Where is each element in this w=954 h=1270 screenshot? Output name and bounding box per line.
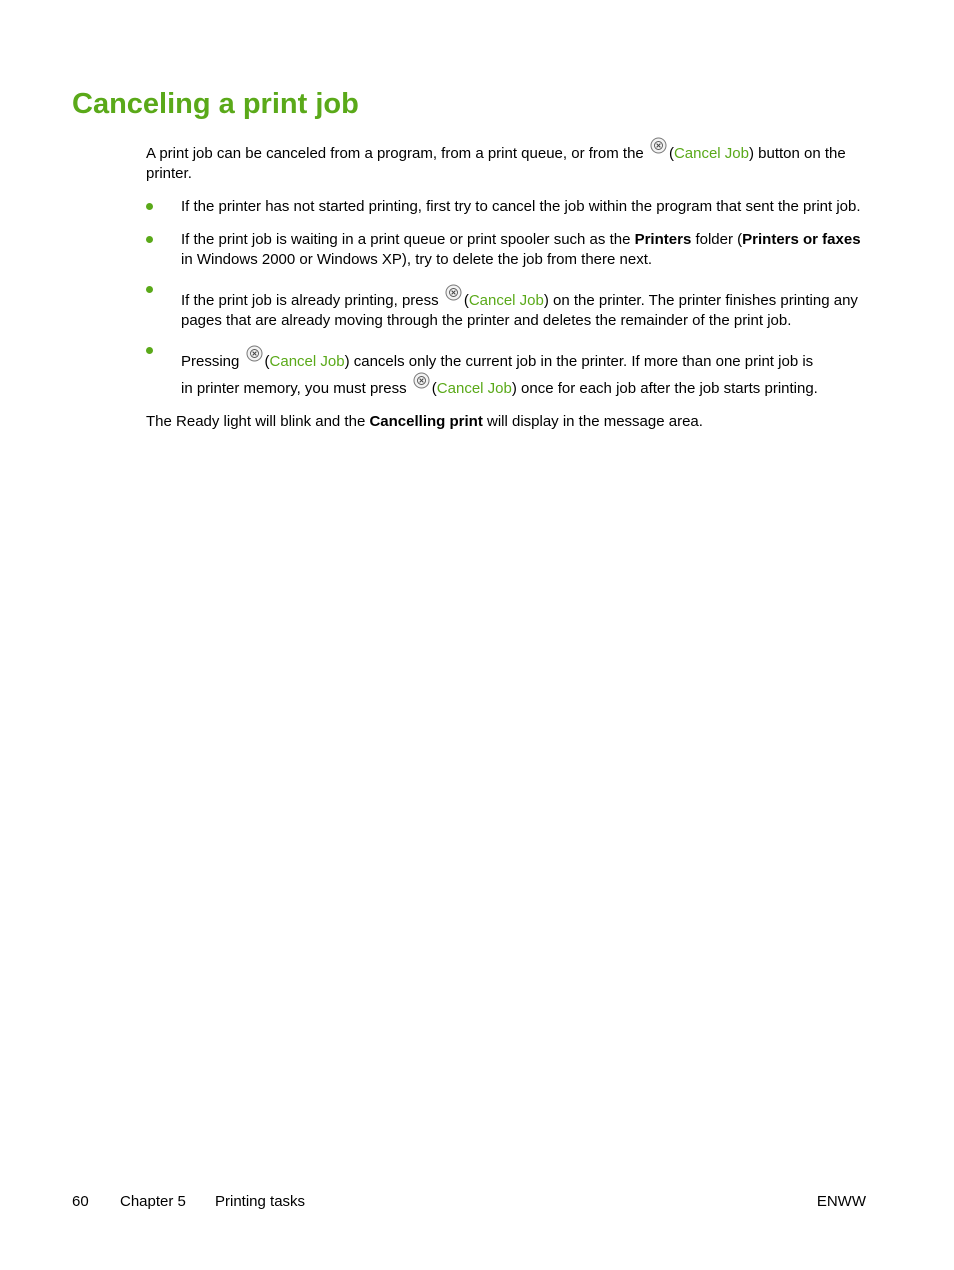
- footer-code: ENWW: [816, 1193, 866, 1210]
- bullet-text: ) once for each job after the job starts printing.: [511, 380, 818, 397]
- bold-term: Printers: [634, 231, 692, 248]
- cancel-job-link[interactable]: Cancel Job: [436, 380, 512, 397]
- bullet-text: If the printer has not started printing, first try to cancel the job within the program that sent the print job.: [181, 198, 861, 215]
- list-item: [146, 351, 876, 399]
- bullet-text: in printer memory, you must press: [181, 380, 407, 397]
- paren-open: (: [463, 292, 469, 309]
- bullet-dot-icon: [146, 347, 153, 354]
- closing-text-end: will display in the message area.: [486, 413, 703, 430]
- paren-open: (: [668, 145, 674, 162]
- bullet-text: in Windows 2000 or Windows XP), try to delete the job from there next.: [181, 251, 653, 268]
- cancel-job-link[interactable]: Cancel Job: [468, 292, 544, 309]
- footer-section: Printing tasks: [215, 1193, 306, 1210]
- bullet-text: ) on the printer. The printer finishes printing any pages that are already moving through the printer and deletes the remainder of the print job.: [181, 292, 858, 329]
- bullet-text: If the print job is already printing, press: [181, 292, 439, 309]
- paren-open: (: [264, 353, 270, 370]
- bullet-text: folder (: [695, 231, 743, 248]
- bullet-list: [146, 197, 876, 399]
- closing-paragraph: [146, 412, 876, 432]
- bullet-second-line: [181, 378, 876, 399]
- cancel-job-icon: [413, 372, 430, 389]
- bullet-text: Pressing: [181, 353, 240, 370]
- list-item: [146, 197, 876, 217]
- bullet-dot-icon: [146, 286, 153, 293]
- intro-paragraph: [146, 143, 876, 184]
- cancel-job-icon: [246, 345, 263, 362]
- cancel-job-link[interactable]: Cancel Job: [673, 145, 749, 162]
- main-content: [146, 143, 876, 432]
- bullet-dot-icon: [146, 236, 153, 243]
- paren-open: (: [431, 380, 437, 397]
- bullet-text: ) cancels only the current job in the printer. If more than one print job is: [344, 353, 814, 370]
- bold-term: Cancelling print: [369, 413, 483, 430]
- intro-text: A print job can be canceled from a program, from a print queue, or from the: [146, 145, 644, 162]
- list-item: [146, 230, 876, 270]
- footer-page-number: 60: [72, 1193, 89, 1210]
- bullet-text: If the print job is waiting in a print queue or print spooler such as the: [181, 231, 631, 248]
- cancel-job-icon: [650, 137, 667, 154]
- cancel-job-icon: [445, 284, 462, 301]
- bold-term: Printers or faxes: [742, 231, 861, 248]
- page-title: Canceling a print job: [72, 88, 359, 120]
- closing-text: The Ready light will blink and the: [146, 413, 366, 430]
- list-item: [146, 290, 876, 331]
- bullet-dot-icon: [146, 203, 153, 210]
- cancel-job-link[interactable]: Cancel Job: [269, 353, 345, 370]
- footer-chapter: Chapter 5: [120, 1193, 186, 1210]
- intro-text-end: ) button on the printer.: [146, 145, 846, 182]
